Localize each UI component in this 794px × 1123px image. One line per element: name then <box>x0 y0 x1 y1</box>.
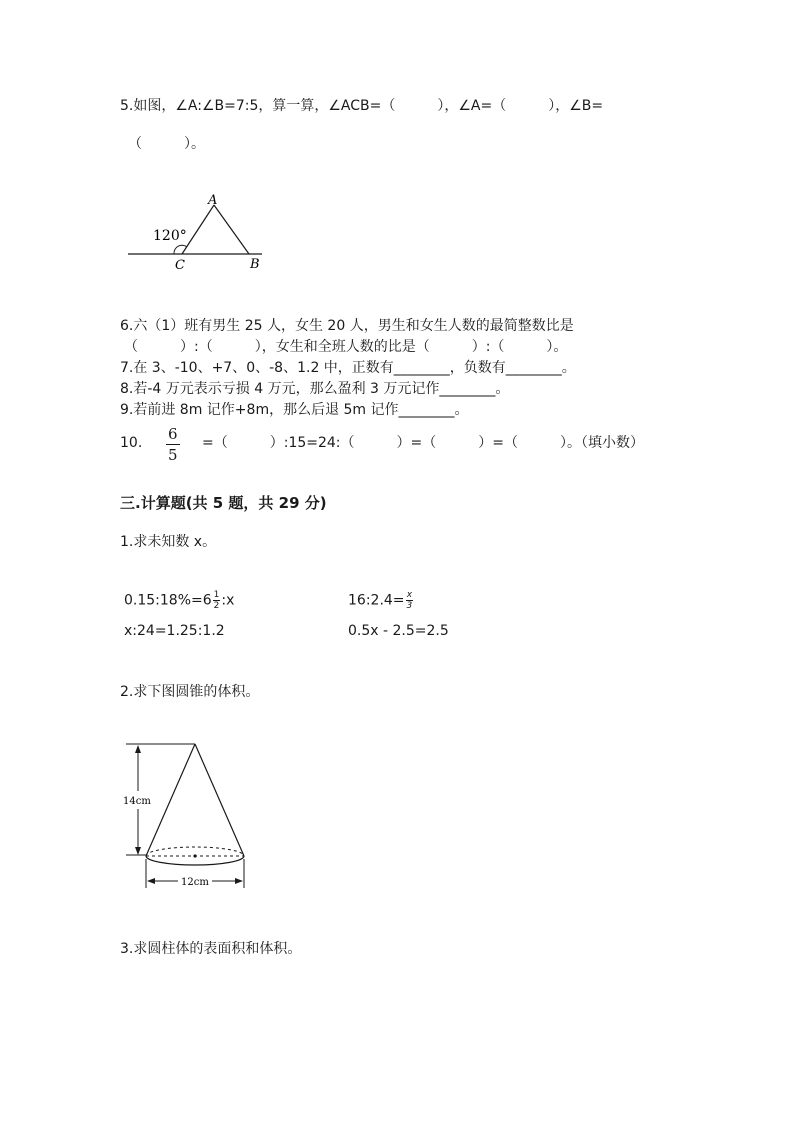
c1-eq2-frac <box>406 590 414 611</box>
c2-title: 2.求下图圆锥的体积。 <box>120 684 260 700</box>
q10-fraction <box>166 425 180 464</box>
angle-label: 120° <box>153 228 187 244</box>
q8: 8.若-4 万元表示亏损 4 万元，那么盈利 3 万元记作________。 <box>120 381 510 397</box>
c3-title: 3.求圆柱体的表面积和体积。 <box>120 941 302 957</box>
c1-eq2-pre: 16:2.4= <box>348 592 405 609</box>
c1-eq4: 0.5x - 2.5=2.5 <box>348 623 449 639</box>
q6-line2: （ ）:（ ），女生和全班人数的比是（ ）:（ ）。 <box>124 339 568 355</box>
label-b: B <box>250 257 260 272</box>
c1-eq1-pre: 0.15:18%=6 <box>124 592 212 609</box>
q10-frac-den: 5 <box>168 446 178 464</box>
q10-frac-num: 6 <box>168 425 178 443</box>
q6-line1: 6.六（1）班有男生 25 人，女生 20 人，男生和女生人数的最简整数比是 <box>120 318 574 334</box>
c1-eq1-frac <box>213 590 221 611</box>
c1-eq1-frac-num: 1 <box>213 590 220 600</box>
q10-number: 10. <box>120 435 143 451</box>
c1-eq2-frac-den: 3 <box>406 601 413 611</box>
c1-eq1-frac-den: 2 <box>213 601 220 611</box>
c1-eq1-post: :x <box>221 592 235 609</box>
diameter-label: 12cm <box>181 877 209 888</box>
q10-rest: =（ ）:15=24:（ ）=（ ）=（ ）。（填小数） <box>202 435 644 451</box>
c1-eq2 <box>348 590 414 611</box>
c1-eq2-frac-num: x <box>406 590 413 600</box>
section3-title: 三.计算题(共 5 题，共 29 分) <box>120 494 327 512</box>
side-ab <box>214 205 249 254</box>
q9: 9.若前进 8m 记作+8m，那么后退 5m 记作________。 <box>120 402 469 418</box>
label-a: A <box>208 193 218 208</box>
c1-eq1 <box>124 590 234 611</box>
q7: 7.在 3、-10、+7、0、-8、1.2 中，正数有________，负数有________。 <box>120 360 576 376</box>
q5-line1: 5.如图，∠A:∠B=7:5，算一算，∠ACB=（ ），∠A=（ ），∠B= <box>120 98 604 114</box>
label-c: C <box>175 258 185 273</box>
height-label: 14cm <box>123 796 151 807</box>
c1-title: 1.求未知数 x。 <box>120 534 217 550</box>
c1-eq3: x:24=1.25:1.2 <box>124 623 225 639</box>
triangle-figure <box>120 188 280 278</box>
q5-line2: （ ）。 <box>128 136 205 152</box>
cone-figure <box>118 733 258 903</box>
